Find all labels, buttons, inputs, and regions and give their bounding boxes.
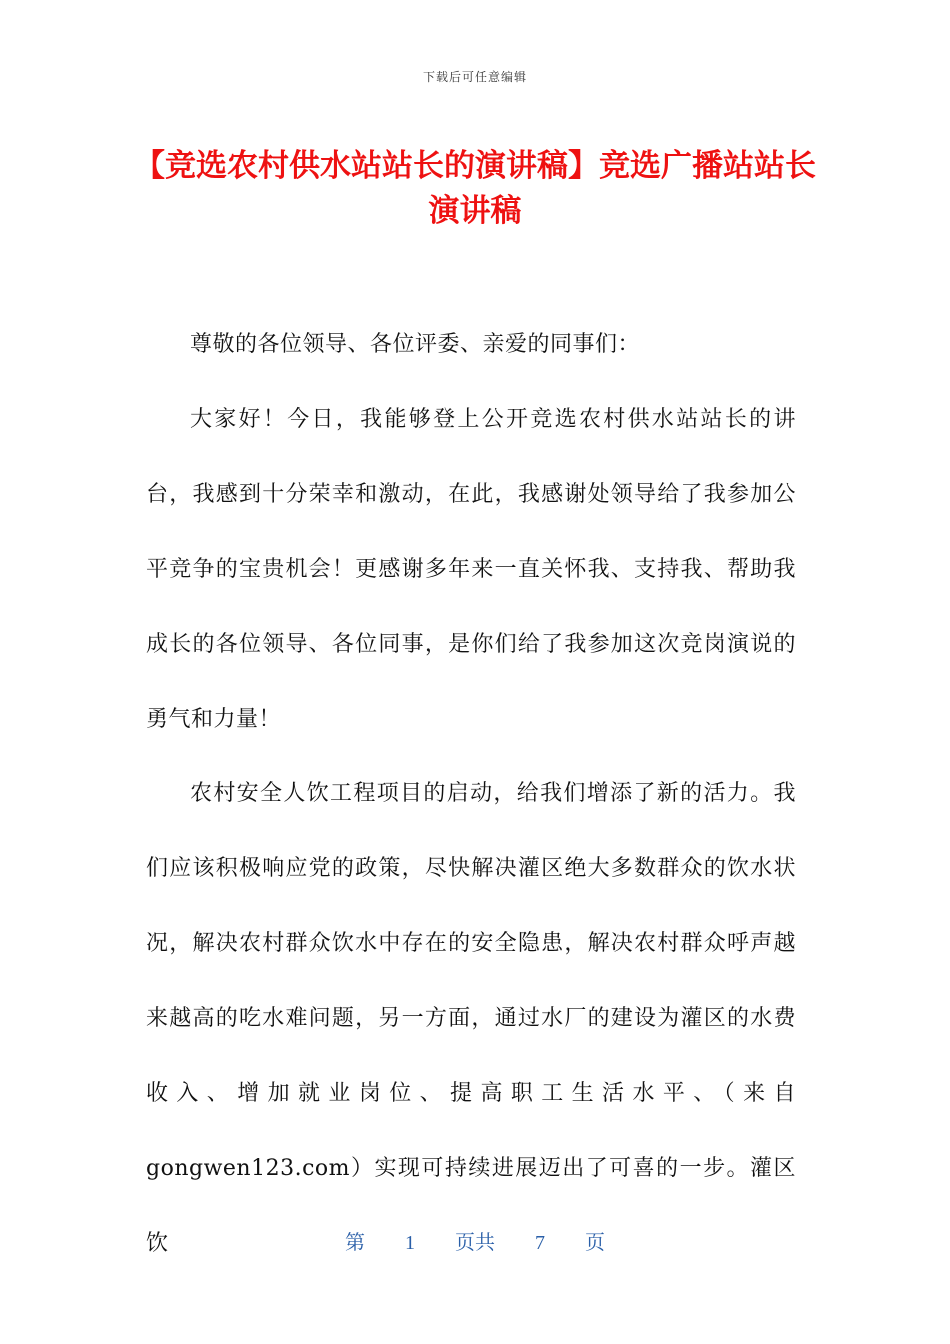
current-page-number: 1 — [405, 1232, 415, 1254]
page-label-suffix: 页 — [585, 1232, 605, 1254]
page-label-prefix: 第 — [345, 1232, 365, 1254]
paragraph-text: 农村安全人饮工程项目的启动，给我们增添了新的活力。我们应该积极响应党的政策，尽快解决灌区绝大多数群众的饮水状况，解决农村群众饮水中存在的安全隐患，解决农村群众呼声越来越高的吃水难问题，另一方面，通过水厂的建设为灌区的水费收入、增加就业岗位、提高职工生活水平、（来自gongwen123.com）实现可持续进展迈出了可喜的一步。灌区饮 — [146, 781, 796, 1256]
total-pages-number: 7 — [535, 1232, 545, 1254]
paragraph-greeting — [146, 307, 796, 382]
page-label-mid: 页共 — [455, 1232, 495, 1254]
paragraph-text: 尊敬的各位领导、各位评委、亲爱的同事们： — [190, 332, 641, 357]
paragraph-project — [146, 756, 796, 1281]
paragraph-opening — [146, 382, 796, 757]
page-footer — [0, 1226, 950, 1255]
paragraph-text: 大家好！今日，我能够登上公开竞选农村供水站站长的讲台，我感到十分荣幸和激动，在此，我感谢处领导给了我参加公平竞争的宝贵机会！更感谢多年来一直关怀我、支持我、帮助我成长的各位领导、各位同事，是你们给了我参加这次竞岗演说的勇气和力量！ — [146, 407, 796, 732]
document-title: 【竞选农村供水站站长的演讲稿】竞选广播站站长演讲稿 — [134, 148, 816, 229]
header-note: 下载后可任意编辑 — [422, 70, 527, 84]
